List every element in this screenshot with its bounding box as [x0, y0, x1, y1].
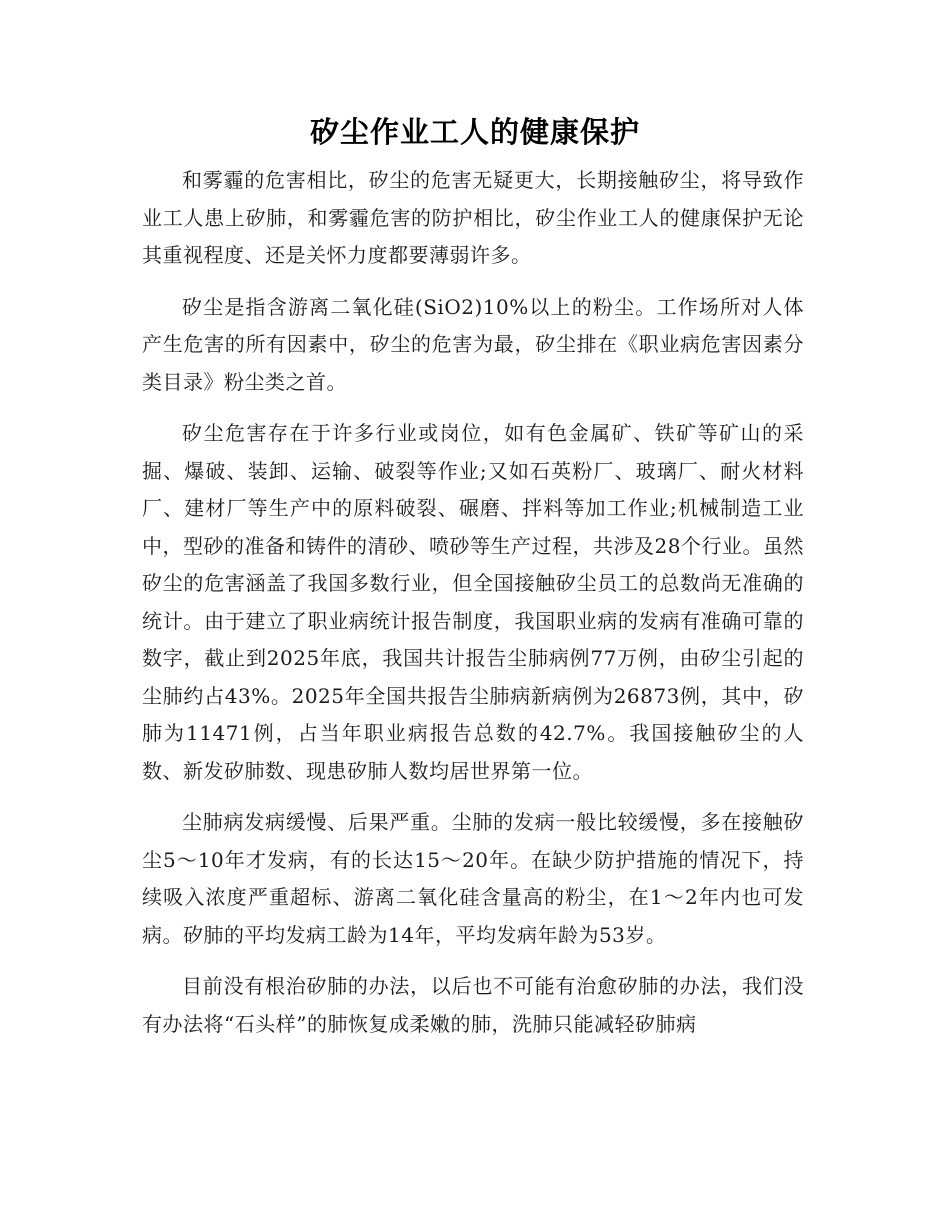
paragraph-intro: 和雾霾的危害相比，矽尘的危害无疑更大，长期接触矽尘，将导致作业工人患上矽肺，和雾霾危害的防护相比，矽尘作业工人的健康保护无论其重视程度、还是关怀力度都要薄弱许多。 — [142, 168, 804, 267]
document-title: 矽尘作业工人的健康保护 — [309, 115, 640, 149]
document-body — [142, 162, 804, 1057]
paragraph-industries-statistics: 矽尘危害存在于许多行业或岗位，如有色金属矿、铁矿等矿山的采掘、爆破、装卸、运输、破裂等作业;又如石英粉厂、玻璃厂、耐火材料厂、建材厂等生产中的原料破裂、碾磨、拌料等加工作业;机械制造工业中，型砂的准备和铸件的清砂、喷砂等生产过程，共涉及28个行业。虽然矽尘的危害涵盖了我国多数行业，但全国接触矽尘员工的总数尚无准确的统计。由于建立了职业病统计报告制度，我国职业病的发病有准确可靠的数字，截止到2025年底，我国共计报告尘肺病例77万例，由矽尘引起的尘肺约占43%。2025年全国共报告尘肺病新病例为26873例，其中，矽肺为11471例，占当年职业病报告总数的42.7%。我国接触矽尘的人数、新发矽肺数、现患矽肺人数均居世界第一位。 — [142, 421, 804, 783]
paragraph-onset: 尘肺病发病缓慢、后果严重。尘肺的发病一般比较缓慢，多在接触矽尘5～10年才发病，有的长达15～20年。在缺少防护措施的情况下，持续吸入浓度严重超标、游离二氧化硅含量高的粉尘，在1～2年内也可发病。矽肺的平均发病工龄为14年，平均发病年龄为53岁。 — [142, 810, 804, 947]
paragraph-treatment: 目前没有根治矽肺的办法，以后也不可能有治愈矽肺的办法，我们没有办法将“石头样”的肺恢复成柔嫩的肺，洗肺只能减轻矽肺病 — [142, 974, 804, 1036]
paragraph-definition: 矽尘是指含游离二氧化硅(SiO2)10%以上的粉尘。工作场所对人体产生危害的所有因素中，矽尘的危害为最，矽尘排在《职业病危害因素分类目录》粉尘类之首。 — [142, 294, 804, 394]
